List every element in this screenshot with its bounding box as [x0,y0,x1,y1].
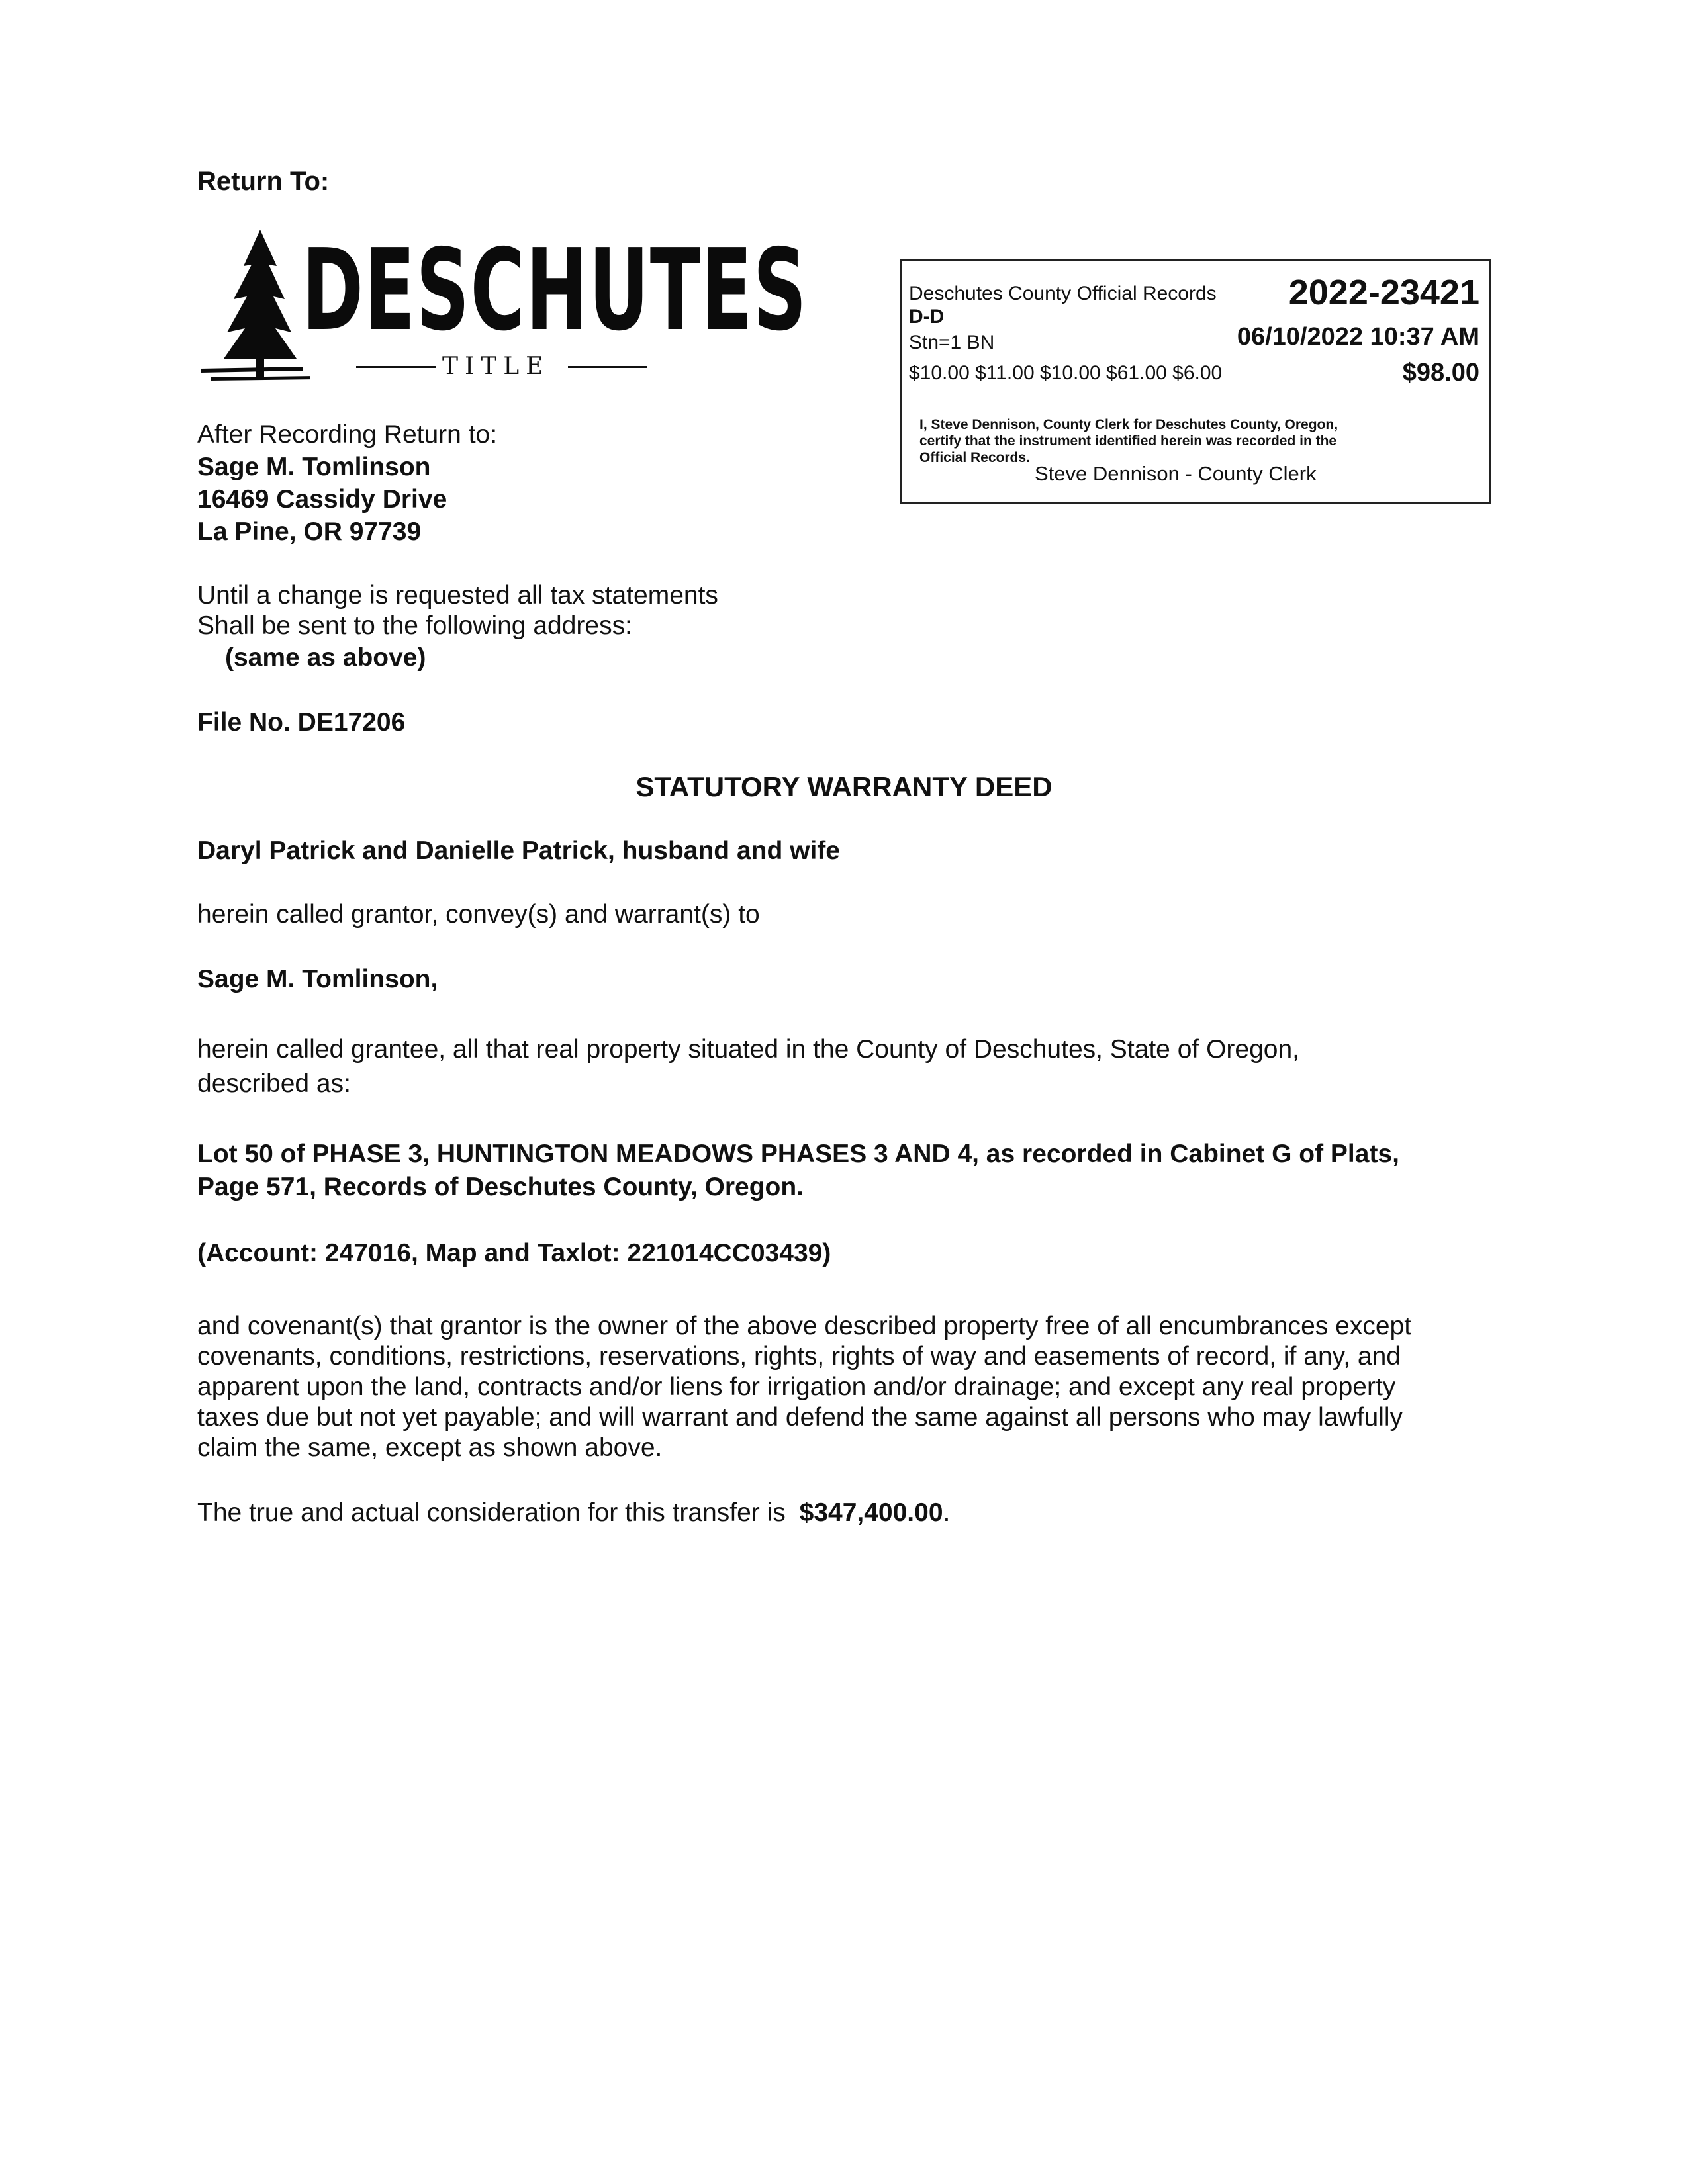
file-number: File No. DE17206 [197,708,406,737]
deschutes-title-logo [197,225,808,385]
logo-wordmark: DESCHUTES [302,225,808,356]
certification-line-2: certify that the instrument identified herein was recorded in the [919,433,1337,449]
return-to-label: Return To: [197,167,330,196]
recording-document-number: 2022-23421 [1288,273,1479,312]
covenant-line-1: and covenant(s) that grantor is the owner of the above described property free of all encumbrances except [197,1312,1412,1340]
covenant-line-5: claim the same, except as shown above. [197,1433,663,1462]
covenant-line-2: covenants, conditions, restrictions, reservations, rights, rights of way and easements of record, if any, and [197,1342,1401,1371]
covenant-line-3: apparent upon the land, contracts and/or liens for irrigation and/or drainage; and except any real property [197,1373,1396,1401]
return-street: 16469 Cassidy Drive [197,485,447,514]
after-recording-label: After Recording Return to: [197,420,498,449]
consideration-period: . [943,1498,951,1527]
certification-line-3: Official Records. [919,450,1030,465]
tax-statement-line-1: Until a change is requested all tax statements [197,581,718,610]
deed-title: STATUTORY WARRANTY DEED [635,771,1053,802]
covenant-line-4: taxes due but not yet payable; and will warrant and defend the same against all persons who may lawfully [197,1403,1403,1432]
grantor-names: Daryl Patrick and Danielle Patrick, husband and wife [197,837,840,865]
return-name: Sage M. Tomlinson [197,453,431,481]
consideration-statement [197,1497,950,1529]
tax-statement-line-2: Shall be sent to the following address: [197,612,632,640]
logo-subtitle [356,353,647,380]
recording-date-time: 06/10/2022 10:37 AM [1237,323,1479,351]
recording-stamp-box [900,259,1491,504]
consideration-text: The true and actual consideration for this transfer is [197,1498,786,1527]
recording-station: Stn=1 BN [909,332,995,353]
recording-total: $98.00 [1402,359,1479,387]
county-clerk-signature: Steve Dennison - County Clerk [1035,462,1317,485]
legal-description-line-1: Lot 50 of PHASE 3, HUNTINGTON MEADOWS PHASES 3 AND 4, as recorded in Cabinet G of Plats, [197,1140,1399,1168]
recording-fees: $10.00 $11.00 $10.00 $61.00 $6.00 [909,362,1223,384]
legal-description-line-2: Page 571, Records of Deschutes County, Oregon. [197,1173,804,1201]
pine-tree-icon [197,226,310,385]
grantor-clause: herein called grantor, convey(s) and warrant(s) to [197,900,760,929]
logo-subtitle-text: TITLE [442,353,550,380]
recording-office: Deschutes County Official Records [909,283,1217,304]
grantee-clause-line-1: herein called grantee, all that real property situated in the County of Deschutes, State of Oregon, [197,1035,1299,1064]
consideration-amount: $347,400.00 [799,1498,943,1527]
account-taxlot: (Account: 247016, Map and Taxlot: 221014CC03439) [197,1239,831,1267]
recording-document-type: D-D [909,306,945,328]
grantee-name: Sage M. Tomlinson, [197,965,438,993]
return-city: La Pine, OR 97739 [197,518,422,546]
certification-line-1: I, Steve Dennison, County Clerk for Deschutes County, Oregon, [919,417,1338,432]
tax-address: (same as above) [225,643,426,672]
grantee-clause-line-2: described as: [197,1069,351,1098]
